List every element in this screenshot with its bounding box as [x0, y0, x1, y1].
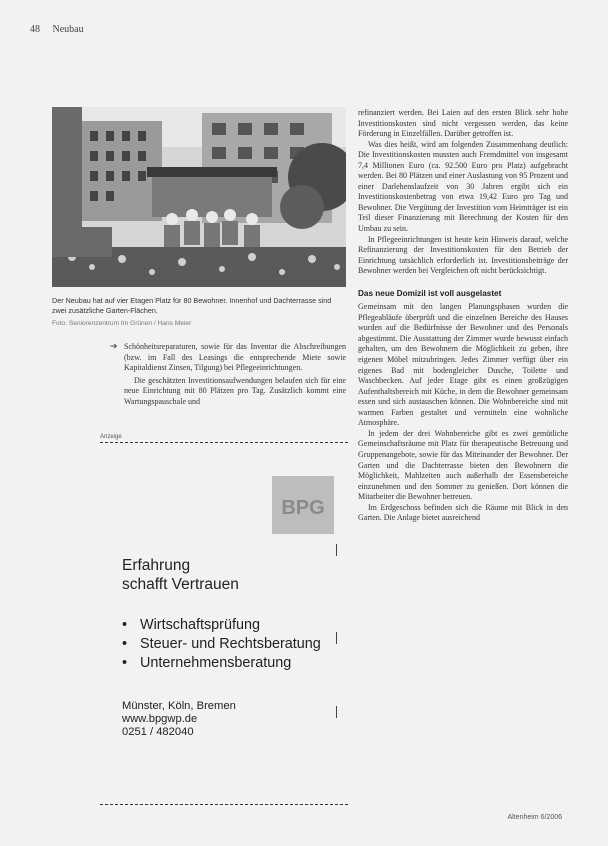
list-item: • Unternehmensberatung — [122, 654, 321, 673]
right-column-text — [358, 108, 568, 524]
body-paragraph: refinanziert werden. Bei Laien auf den ersten Blick sehr hohe Investitionskosten sind nicht vergessen werden, das keine Förderung in Einzelfällen. Darüber getroffen ist. — [358, 108, 568, 139]
ad-label: Anzeige — [100, 434, 122, 440]
bpg-logo — [272, 476, 334, 534]
arrow-icon: ➔ — [110, 342, 118, 352]
ad-services-list — [122, 616, 321, 673]
body-paragraph: Gemeinsam mit den langen Planungsphasen wurden die Pflegeabläufe überprüft und die einzelnen Bereiche des Hauses wurden auf die Bedürfnisse der Bewohner und des Personals abgestimmt. Die Ausstattung der Zimmer wurde bewusst einfach gehalten, um den Bewohnern die Möglichkeit zu geben, ihre eigenen Möbel mitzubringen. Jedes Zimmer verfügt über ein eigenes Bad mit bodengleicher Dusche, Toilette und Waschbecken. Auf jeder Etage gibt es einen großzügigen Aufenthaltsbereich mit Küche, in dem die Bewohner gemeinsam essen und sich austauschen können. Die Wohnbereiche sind mit warmen Farben gestaltet und vermitteln eine wohnliche Atmosphäre. — [358, 302, 568, 428]
body-paragraph: Was dies heißt, wird am folgenden Zusammenhang deutlich: Die Investitionskosten mussten auch Fremdmittel von insgesamt 7,4 Millionen Euro (ca. 92.500 Euro pro Platz) aufgebracht werden. Bei 80 Plätzen und einer Auslastung von 95 Prozent und einer Darlehenslaufzeit von 30 Jahren ergibt sich ein Investitionskostenbetrag von etwa 19,42 Euro pro Tag und Bewohner. Die Vergütung der Investition vom Heimträger ist ein Teil dieser Finanzierung mit Berechnung der Kosten für den Umbau zu sein. — [358, 139, 568, 234]
ad-border-top — [100, 442, 348, 443]
building-photo — [52, 107, 346, 287]
page-footer: Altenheim 6/2006 — [507, 814, 562, 821]
body-paragraph: In Pflegeeinrichtungen ist heute kein Hinweis darauf, welche Refinanzierung der Investitionskosten für den Betrieb der Einrichtung tatsächlich erforderlich ist. Investitionsbeiträge der Bewohner werden bei Vergleichen oft nicht berücksichtigt. — [358, 234, 568, 276]
body-paragraph: Im Erdgeschoss befinden sich die Räume mit Blick in den Garten. Die Anlage bietet ausreichend — [358, 502, 568, 523]
list-item: • Wirtschaftsprüfung — [122, 616, 321, 635]
ad-border-bottom — [100, 804, 348, 805]
ad-headline-line: Erfahrung — [122, 557, 191, 574]
left-column-text — [110, 342, 346, 410]
left-paragraph: Die geschätzten Investitionsaufwendungen belaufen sich für eine neue Einrichtung mit 80 Plätzen pro Tag. Zusätzlich kommt eine Wartungspauschale und — [124, 375, 346, 406]
page-header — [30, 24, 84, 35]
ad-cities: Münster, Köln, Bremen — [122, 700, 236, 712]
body-paragraph: In jedem der drei Wohnbereiche gibt es zwei gemütliche Gemeinschaftsräume mit Platz für therapeutische Betreuung und Gruppenangebote, sowie für das Miteinander der Bewohner. Der Garten und die Dachterrasse bieten den Bewohnern die Möglichkeit, Mahlzeiten auch außerhalb der Essensbereiche einzunehmen und den Sommer zu genießen. Dort können die Mitarbeiter die Bewohner betreuen. — [358, 428, 568, 502]
list-item: • Steuer- und Rechtsberatung — [122, 635, 321, 654]
ad-border-tick — [336, 632, 337, 644]
left-paragraph: Schönheitsreparaturen, sowie für das Inventar die Abschreibungen (bzw. im Fall des Leasings die entsprechende Miete sowie Kapitaldienst Zinsen, Tilgung) bei Pflegeeinrichtungen. — [124, 342, 346, 373]
advertisement — [100, 432, 348, 820]
section-title: Neubau — [52, 24, 84, 35]
ad-headline — [122, 556, 239, 594]
section-heading: Das neue Domizil ist voll ausgelastet — [358, 288, 502, 298]
logo-text: BPG — [281, 497, 325, 519]
photo-credit: Foto: Seniorenzentrum Im Grünen / Hans Meier — [52, 320, 192, 327]
page-number: 48 — [30, 24, 40, 35]
ad-phone: 0251 / 482040 — [122, 726, 194, 739]
photo-caption: Der Neubau hat auf vier Etagen Platz für 80 Bewohner. Innenhof und Dachterrasse sind zwei zusätzliche Garten-Flächen. — [52, 296, 332, 315]
ad-border-tick — [336, 706, 337, 718]
ad-border-tick — [336, 544, 337, 556]
ad-website-link[interactable]: www.bpgwp.de — [122, 713, 198, 726]
ad-contact — [122, 700, 236, 740]
ad-headline-line: schafft Vertrauen — [122, 576, 239, 593]
